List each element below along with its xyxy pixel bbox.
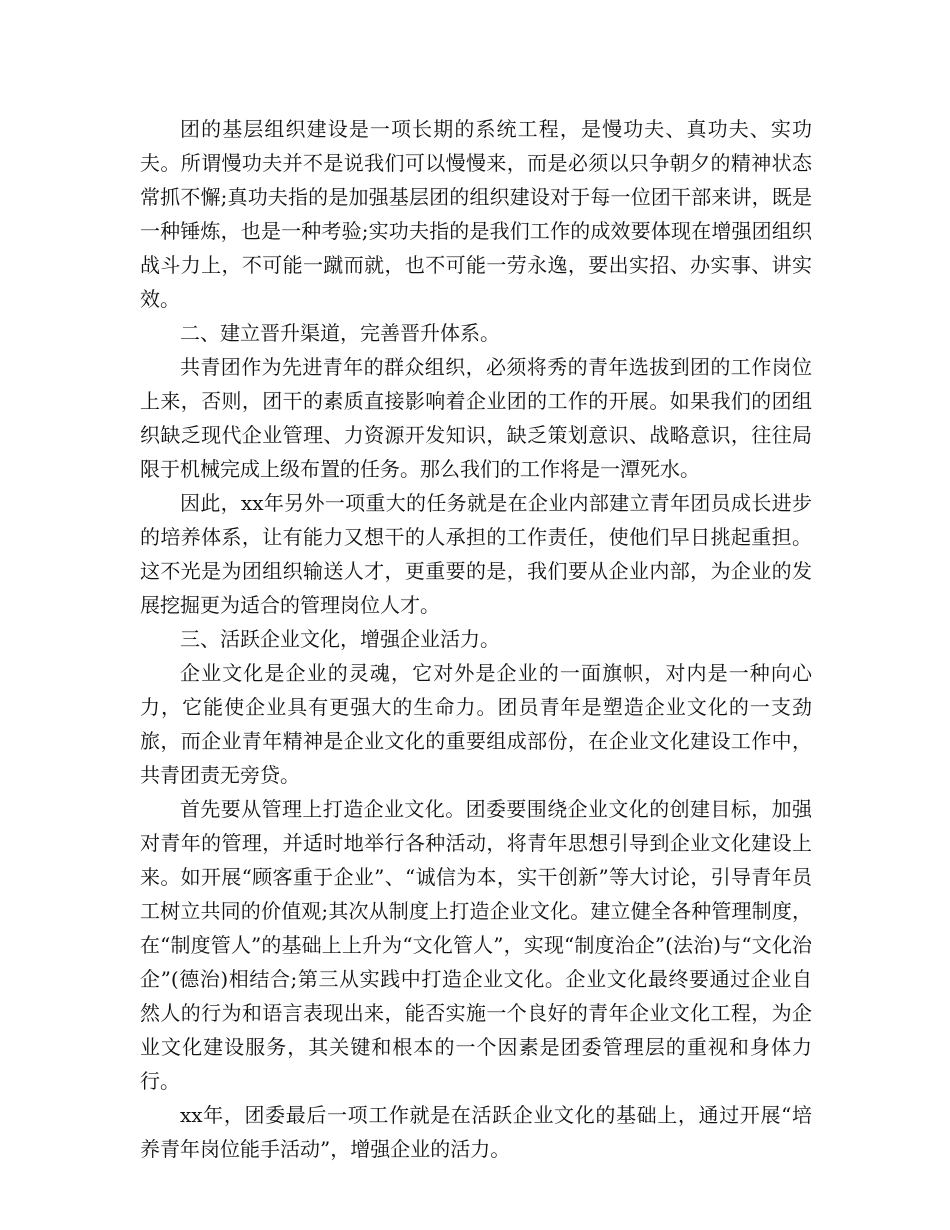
section-heading-2: 二、建立晋升渠道，完善晋升体系。 (180, 321, 500, 345)
paragraph-final-task: xx年，团委最后一项工作就是在活跃企业文化的基础上，通过开展“培养青年岗位能手活动”，增强企业的活力。 (140, 1103, 812, 1161)
paragraph-training-system: 因此，xx年另外一项重大的任务就是在企业内部建立青年团员成长进步的培养体系，让有能力又想干的人承担的工作责任，使他们早日挑起重担。这不光是为团组织输送人才，更重要的是，我们要从企业内部，为企业的发展挖掘更为适合的管理岗位人才。 (140, 491, 812, 617)
paragraph-promotion: 共青团作为先进青年的群众组织，必须将秀的青年选拔到团的工作岗位上来，否则，团干的素质直接影响着企业团的工作的开展。如果我们的团组织缺乏现代企业管理、力资源开发知识，缺乏策划意识、战略意识，往往局限于机械完成上级布置的任务。那么我们的工作将是一潭死水。 (140, 355, 812, 481)
document-body (140, 112, 812, 1166)
paragraph-culture-management: 首先要从管理上打造企业文化。团委要围绕企业文化的创建目标，加强对青年的管理，并适时地举行各种活动，将青年思想引导到企业文化建设上来。如开展“顾客重于企业”、“诚信为本，实干创新”等大讨论，引导青年员工树立共同的价值观;其次从制度上打造企业文化。建立健全各种管理制度，在“制度管人”的基础上上升为“文化管人”，实现“制度治企”(法治)与“文化治企”(德治)相结合;第三从实践中打造企业文化。企业文化最终要通过企业自然人的行为和语言表现出来，能否实施一个良好的青年企业文化工程，为企业文化建设服务，其关键和根本的一个因素是团委管理层的重视和身体力行。 (140, 797, 812, 1093)
paragraph-intro: 团的基层组织建设是一项长期的系统工程，是慢功夫、真功夫、实功夫。所谓慢功夫并不是说我们可以慢慢来，而是必须以只争朝夕的精神状态常抓不懈;真功夫指的是加强基层团的组织建设对于每一位团干部来讲，既是一种锤炼，也是一种考验;实功夫指的是我们工作的成效要体现在增强团组织战斗力上，不可能一蹴而就，也不可能一劳永逸，要出实招、办实事、讲实效。 (140, 117, 812, 311)
paragraph-culture: 企业文化是企业的灵魂，它对外是企业的一面旗帜，对内是一种向心力，它能使企业具有更强大的生命力。团员青年是塑造企业文化的一支劲旅，而企业青年精神是企业文化的重要组成部份，在企业文化建设工作中，共青团责无旁贷。 (140, 661, 812, 787)
section-heading-3: 三、活跃企业文化，增强企业活力。 (180, 627, 500, 651)
